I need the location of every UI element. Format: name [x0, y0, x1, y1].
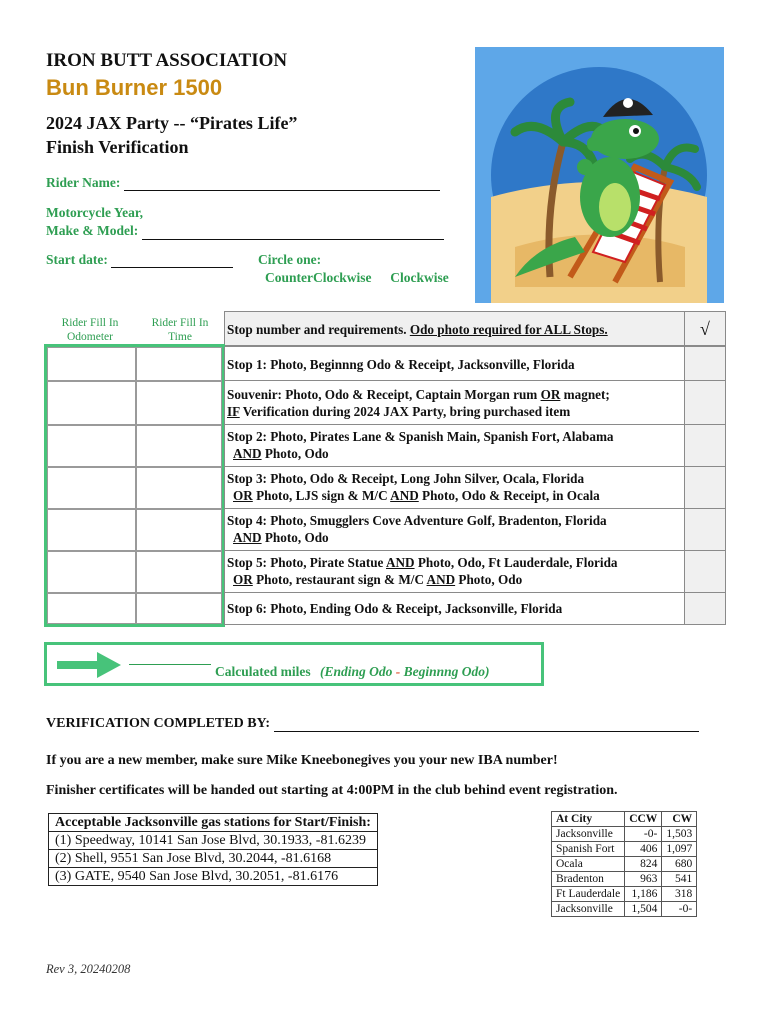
mileage-head-city: At City [552, 812, 625, 827]
mileage-ccw: 406 [625, 842, 662, 857]
odometer-header-line2: Odometer [67, 331, 113, 343]
rider-name-field [46, 175, 440, 191]
table-row [49, 850, 378, 868]
stops-header-row [224, 311, 726, 347]
table-row [552, 887, 697, 902]
check-cell-stop-5[interactable] [684, 551, 725, 592]
stop-2-text: Stop 2: Photo, Pirates Lane & Spanish Main, Spanish Fort, Alabama AND Photo, Odo [227, 429, 614, 461]
gas-station-2: (2) Shell, 9551 San Jose Blvd, 30.2044, -81.6168 [49, 850, 378, 868]
mileage-ccw: 1,186 [625, 887, 662, 902]
stop-6-text: Stop 6: Photo, Ending Odo & Receipt, Jacksonville, Florida [227, 601, 563, 616]
odometer-cell-stop-6[interactable] [47, 593, 136, 624]
mileage-head-ccw: CCW [625, 812, 662, 827]
stop-row-6 [224, 593, 726, 625]
time-column-header [136, 316, 224, 344]
time-cell-souvenir[interactable] [136, 381, 222, 425]
gas-table-title: Acceptable Jacksonville gas stations for Start/Finish: [49, 814, 378, 832]
stop-row-souvenir [224, 381, 726, 425]
mileage-cw: 1,097 [662, 842, 697, 857]
table-row [552, 857, 697, 872]
souvenir-text: Souvenir: Photo, Odo & Receipt, Captain Morgan rum OR magnet; IF Verification during 2024 JAX Party, bring purchased item [227, 387, 610, 419]
motorcycle-label-1: Motorcycle Year, [46, 205, 143, 220]
table-row [552, 842, 697, 857]
mileage-ccw: 1,504 [625, 902, 662, 917]
rider-name-input[interactable] [124, 176, 440, 191]
odometer-column-header [44, 316, 136, 344]
table-row [49, 868, 378, 886]
direction-options [265, 270, 449, 286]
verification-field [46, 716, 699, 732]
gas-stations-table [48, 813, 378, 886]
verification-label: VERIFICATION COMPLETED BY: [46, 716, 271, 731]
new-member-note: If you are a new member, make sure Mike Kneebonegives you your new IBA number! [46, 753, 558, 768]
calculated-miles-label: Calculated miles (Ending Odo - Beginnng Odo) [215, 664, 490, 679]
org-title: IRON BUTT ASSOCIATION [46, 50, 288, 71]
stop-row-1 [224, 347, 726, 381]
time-cell-stop-5[interactable] [136, 551, 222, 593]
start-date-label: Start date: [46, 252, 108, 267]
mileage-city: Bradenton [552, 872, 625, 887]
odometer-cell-stop-4[interactable] [47, 509, 136, 551]
direction-cw-option[interactable]: Clockwise [390, 270, 449, 285]
mileage-city: Jacksonville [552, 902, 625, 917]
motorcycle-label-2: Make & Model: [46, 223, 139, 238]
stop-5-text: Stop 5: Photo, Pirate Statue AND Photo, Odo, Ft Lauderdale, Florida OR Photo, restaurant sign & M/C AND Photo, Odo [227, 555, 618, 587]
right-arrow-icon [57, 652, 121, 678]
check-cell-stop-1[interactable] [684, 347, 725, 380]
page-subtitle: Finish Verification [46, 137, 189, 157]
stop-row-3 [224, 467, 726, 509]
check-cell-souvenir[interactable] [684, 381, 725, 424]
check-cell-stop-3[interactable] [684, 467, 725, 508]
mileage-city: Jacksonville [552, 827, 625, 842]
start-date-field [46, 252, 233, 268]
calculated-miles-box [44, 642, 544, 686]
stop-row-4 [224, 509, 726, 551]
odometer-cell-stop-5[interactable] [47, 551, 136, 593]
gas-station-1: (1) Speedway, 10141 San Jose Blvd, 30.1933, -81.6239 [49, 832, 378, 850]
gas-station-3: (3) GATE, 9540 San Jose Blvd, 30.2051, -81.6176 [49, 868, 378, 886]
revision-label: Rev 3, 20240208 [46, 962, 131, 976]
certificates-note: Finisher certificates will be handed out starting at 4:00PM in the club behind event registration. [46, 783, 618, 798]
verification-input[interactable] [274, 717, 699, 732]
table-row [552, 827, 697, 842]
calculated-miles-input[interactable] [129, 664, 211, 665]
stop-1-text: Stop 1: Photo, Beginnng Odo & Receipt, Jacksonville, Florida [227, 357, 575, 372]
odometer-cell-stop-3[interactable] [47, 467, 136, 509]
check-column-header: √ [684, 312, 725, 345]
mileage-city: Spanish Fort [552, 842, 625, 857]
check-cell-stop-6[interactable] [684, 593, 725, 624]
odo-required-note: Odo photo required for ALL Stops. [409, 322, 608, 337]
motorcycle-field [46, 204, 444, 240]
table-row [552, 902, 697, 917]
table-header-row [552, 812, 697, 827]
mileage-cw: 318 [662, 887, 697, 902]
odometer-cell-souvenir[interactable] [47, 381, 136, 425]
mileage-city: Ft Lauderdale [552, 887, 625, 902]
odometer-header-line1: Rider Fill In [61, 317, 119, 329]
mileage-cw: 541 [662, 872, 697, 887]
event-title: Bun Burner 1500 [46, 75, 223, 100]
mileage-cw: 1,503 [662, 827, 697, 842]
time-cell-stop-2[interactable] [136, 425, 222, 467]
start-date-input[interactable] [111, 253, 233, 268]
odometer-cell-stop-1[interactable] [47, 347, 136, 381]
stops-header-text: Stop number and requirements. Odo photo required for ALL Stops. [227, 322, 608, 337]
circle-one-label: Circle one: [258, 252, 322, 267]
mileage-city: Ocala [552, 857, 625, 872]
check-cell-stop-4[interactable] [684, 509, 725, 550]
mileage-ccw: -0- [625, 827, 662, 842]
mileage-cw: -0- [662, 902, 697, 917]
table-row [552, 872, 697, 887]
stop-row-2 [224, 425, 726, 467]
mileage-ccw: 963 [625, 872, 662, 887]
party-title: 2024 JAX Party -- “Pirates Life” [46, 113, 298, 133]
time-cell-stop-6[interactable] [136, 593, 222, 624]
time-cell-stop-1[interactable] [136, 347, 222, 381]
mileage-head-cw: CW [662, 812, 697, 827]
mileage-ccw: 824 [625, 857, 662, 872]
time-header-line1: Rider Fill In [151, 317, 209, 329]
stop-3-text: Stop 3: Photo, Odo & Receipt, Long John Silver, Ocala, Florida OR Photo, LJS sign & M/C AND Photo, Odo & Receipt, in Ocala [227, 471, 600, 503]
rider-name-label: Rider Name: [46, 175, 121, 190]
table-row [49, 814, 378, 832]
stop-row-5 [224, 551, 726, 593]
direction-ccw-option[interactable]: CounterClockwise [265, 270, 372, 285]
mileage-table [551, 811, 697, 917]
odometer-cell-stop-2[interactable] [47, 425, 136, 467]
check-cell-stop-2[interactable] [684, 425, 725, 466]
stop-4-text: Stop 4: Photo, Smugglers Cove Adventure Golf, Bradenton, Florida AND Photo, Odo [227, 513, 607, 545]
table-row [49, 832, 378, 850]
time-cell-stop-4[interactable] [136, 509, 222, 551]
time-header-line2: Time [168, 331, 192, 343]
time-cell-stop-3[interactable] [136, 467, 222, 509]
pirate-gator-illustration [475, 47, 724, 303]
mileage-cw: 680 [662, 857, 697, 872]
motorcycle-input[interactable] [142, 225, 444, 240]
